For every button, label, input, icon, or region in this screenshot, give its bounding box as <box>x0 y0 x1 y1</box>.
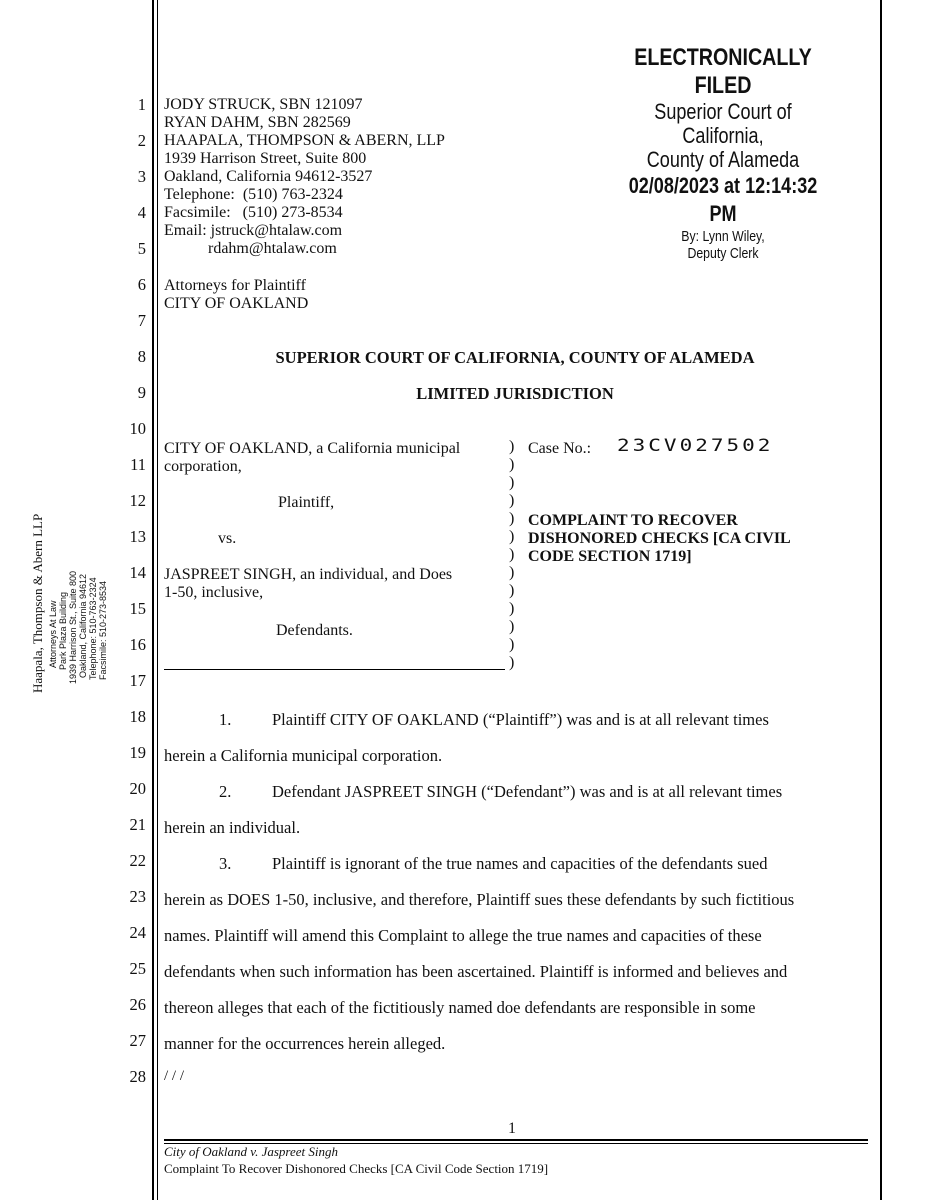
line-number: 22 <box>129 851 146 870</box>
paragraph-number: 3. <box>219 854 232 873</box>
stamp-county: County of Alameda <box>646 147 800 172</box>
right-margin-rule <box>880 0 882 1200</box>
line-number: 8 <box>137 347 146 366</box>
line-number: 3 <box>137 167 146 186</box>
stamp-clerk-title: Deputy Clerk <box>687 245 759 262</box>
line-number: 28 <box>129 1067 146 1086</box>
continuation-slashes: / / / <box>164 1068 185 1084</box>
line-number: 17 <box>129 671 146 690</box>
footer-document-title: Complaint To Recover Dishonored Checks [CA Civil Code Section 1719] <box>164 1161 549 1176</box>
line-number: 7 <box>137 311 146 330</box>
line-number: 6 <box>137 275 146 294</box>
paragraph-text: Plaintiff is ignorant of the true names and capacities of the defendants sued <box>272 854 768 873</box>
plaintiff-role: Plaintiff, <box>278 494 335 511</box>
line-number: 25 <box>129 959 146 978</box>
paragraph-text: manner for the occurrences herein alleged. <box>164 1034 446 1053</box>
sidebar-line: Park Plaza Building <box>58 591 68 670</box>
line-number: 21 <box>129 815 146 834</box>
paragraph-text: defendants when such information has been ascertained. Plaintiff is informed and believes and <box>164 962 788 981</box>
attorney-line: RYAN DAHM, SBN 282569 <box>164 114 351 131</box>
attorneys-for-line: Attorneys for Plaintiff <box>164 277 306 294</box>
line-number: 15 <box>129 599 146 618</box>
sidebar-line: Oakland, California 94612 <box>78 573 88 678</box>
defendant-name: JASPREET SINGH, an individual, and Does <box>164 566 453 583</box>
case-number: 23CV027502 <box>617 435 774 455</box>
stamp-datetime: 02/08/2023 at 12:14:32 PM <box>628 173 818 226</box>
paragraph-text: thereon alleges that each of the fictitiously named doe defendants are responsible in some <box>164 998 756 1017</box>
footer-rule-thick <box>164 1139 868 1141</box>
versus: vs. <box>218 530 237 547</box>
left-margin-rule-2 <box>157 0 159 1200</box>
attorney-line: HAAPALA, THOMPSON & ABERN, LLP <box>164 132 445 149</box>
plaintiff-name: CITY OF OAKLAND, a California municipal <box>164 440 461 457</box>
line-number: 14 <box>129 563 146 582</box>
line-number: 26 <box>129 995 146 1014</box>
stamp-clerk: By: Lynn Wiley, <box>681 228 765 245</box>
line-number: 5 <box>137 239 146 258</box>
paragraph-text: Plaintiff CITY OF OAKLAND (“Plaintiff”) was and is at all relevant times <box>272 710 769 729</box>
stamp-title: ELECTRONICALLY FILED <box>634 44 812 99</box>
case-number-label: Case No.: <box>528 440 592 457</box>
paragraph-text: herein an individual. <box>164 818 301 837</box>
caption-underline <box>164 669 505 670</box>
line-number: 11 <box>130 455 146 474</box>
line-number: 19 <box>129 743 146 762</box>
attorney-line: Oakland, California 94612-3527 <box>164 168 373 185</box>
jurisdiction-title: LIMITED JURISDICTION <box>416 384 614 403</box>
document-title-line: DISHONORED CHECKS [CA CIVIL <box>528 530 791 547</box>
caption-defendant <box>164 566 452 602</box>
attorney-line: Email: jstruck@htalaw.com <box>164 222 343 239</box>
line-number: 1 <box>137 95 146 114</box>
electronic-filing-stamp <box>622 44 824 262</box>
paragraph-text: herein a California municipal corporation. <box>164 746 443 765</box>
left-margin-rule-1 <box>152 0 154 1200</box>
line-number: 4 <box>137 203 146 222</box>
footer-case-caption: City of Oakland v. Jaspreet Singh <box>164 1144 339 1159</box>
line-number: 20 <box>129 779 146 798</box>
attorneys-for-party: CITY OF OAKLAND <box>164 295 309 312</box>
line-number: 24 <box>129 923 146 942</box>
document-title-line: CODE SECTION 1719] <box>528 548 692 565</box>
paragraph-text: names. Plaintiff will amend this Complaint to allege the true names and capacities of these <box>164 926 762 945</box>
firm-sidebar <box>30 498 130 703</box>
paragraph-number: 1. <box>219 710 232 729</box>
sidebar-line: Facsimile: 510-273-8534 <box>98 580 108 680</box>
attorney-block <box>164 96 445 258</box>
line-number: 2 <box>137 131 146 150</box>
attorney-line: JODY STRUCK, SBN 121097 <box>164 96 363 113</box>
line-number: 23 <box>129 887 146 906</box>
line-number: 18 <box>129 707 146 726</box>
attorneys-for <box>164 277 308 313</box>
line-number: 12 <box>129 491 146 510</box>
attorney-line: Telephone: (510) 763-2324 <box>164 186 343 203</box>
attorney-line: rdahm@htalaw.com <box>164 240 337 257</box>
attorney-line: 1939 Harrison Street, Suite 800 <box>164 150 367 167</box>
caption-plaintiff <box>164 440 460 476</box>
document-title <box>528 512 791 566</box>
defendant-role: Defendants. <box>276 622 353 639</box>
sidebar-line: Telephone: 510-763-2324 <box>88 577 98 680</box>
paragraph-text: Defendant JASPREET SINGH (“Defendant”) was and is at all relevant times <box>272 782 783 801</box>
document-title-line: COMPLAINT TO RECOVER <box>528 512 738 529</box>
attorney-line: Facsimile: (510) 273-8534 <box>164 204 343 221</box>
sidebar-line: 1939 Harrison St., Suite 800 <box>68 570 78 684</box>
sidebar-firm-name: Haapala, Thompson & Abern LLP <box>30 513 45 693</box>
line-number: 27 <box>129 1031 146 1050</box>
line-number: 16 <box>129 635 146 654</box>
sidebar-line: Attorneys At Law <box>48 600 58 668</box>
plaintiff-name-cont: corporation, <box>164 458 242 475</box>
defendant-name-cont: 1-50, inclusive, <box>164 584 264 601</box>
paragraph-number: 2. <box>219 782 232 801</box>
stamp-court: Superior Court of California, <box>654 99 792 148</box>
line-number: 10 <box>129 419 146 438</box>
line-number: 13 <box>129 527 146 546</box>
court-title: SUPERIOR COURT OF CALIFORNIA, COUNTY OF ALAMEDA <box>275 348 755 367</box>
page-number: 1 <box>508 1120 516 1137</box>
line-number: 9 <box>137 383 146 402</box>
caption-parentheses: ) ) ) ) ) ) ) ) ) ) ) ) ) <box>509 438 515 671</box>
paragraph-text: herein as DOES 1-50, inclusive, and therefore, Plaintiff sues these defendants by such fictitious <box>164 890 795 909</box>
